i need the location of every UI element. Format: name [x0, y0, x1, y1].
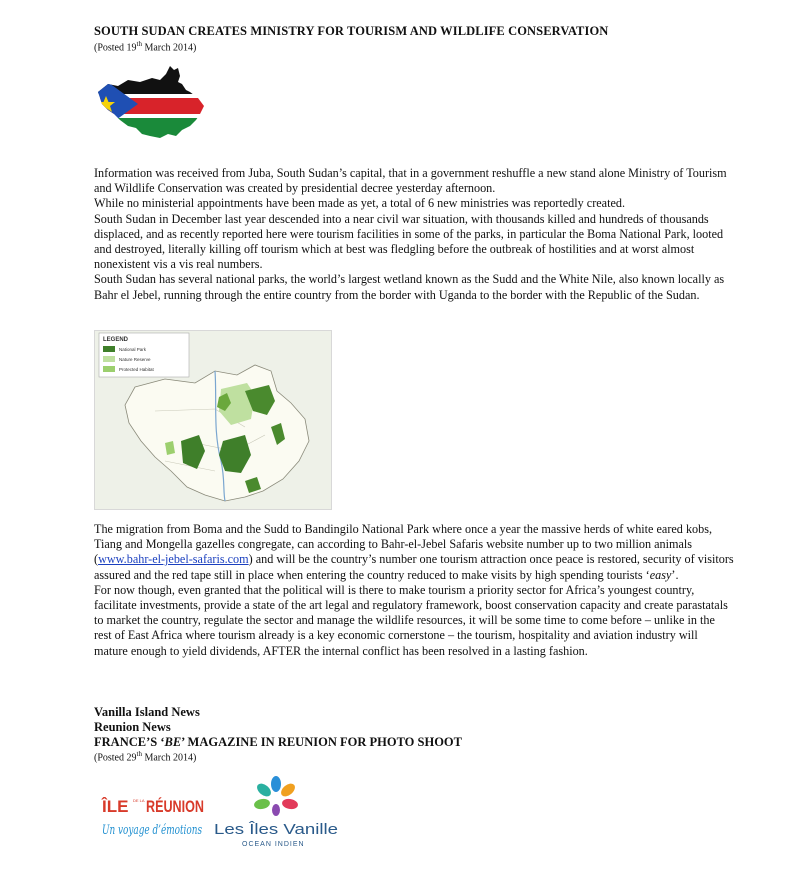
paragraph: Information was received from Juba, South Sudan’s capital, that in a government reshuffle a new stand alone Ministry of Tourism and Wildlife Conservation was created by presidential decree yesterday afternoon.	[94, 166, 727, 196]
map-legend-title: LEGEND	[103, 337, 129, 343]
safaris-website-link[interactable]: www.bahr-el-jebel-safaris.com	[98, 552, 249, 567]
article-body-1	[94, 166, 734, 303]
national-parks-map-image	[94, 330, 332, 510]
paragraph: For now though, even granted that the political will is there to make tourism a priority sector for Africa’s youngest country, facilitate investments, provide a state of the art legal and regulatory framework, boost conservation capacity and create parastatals to market the country, regulate the sector and manage the wildlife resources, it will be some time to come before – unlike in the rest of East Africa where tourism already is a key economic cornerstone – the tourism, hospitality and aviation industry will mature enough to yield dividends, AFTER the internal conflict has been resolved in a lasting fashion.	[94, 582, 728, 658]
logo-word-de-la: DE LA	[133, 798, 145, 803]
paragraph: The migration from Boma and the Sudd to Bandingilo National Park where once a year the massive herds of white eared kobs, Tiang and Mongella gazelles congregate, can according to Bahr-el-Jebel Safaris website number up to two million animals (www.bahr-el-jebel-safaris.com) and will be the country’s number one tourism attraction once peace is restored, security of visitors assured and the red tape still in place when entering the country reduced to make visits by high spending tourists ‘easy’.	[94, 522, 734, 582]
map-legend-item: Nature Reserve	[119, 357, 151, 362]
les-iles-vanille-logo	[210, 776, 342, 850]
article-title: SOUTH SUDAN CREATES MINISTRY FOR TOURISM AND WILDLIFE CONSERVATION	[94, 24, 609, 38]
subsection-heading: Reunion News	[94, 720, 171, 734]
south-sudan-flag-map-image	[94, 64, 206, 139]
map-legend-item: Protected Habitat	[119, 367, 154, 372]
logo-vanille-sub: OCEAN INDIEN	[242, 841, 305, 848]
article-title-2: FRANCE’S ‘BE’ MAGAZINE IN REUNION FOR PHOTO SHOOT	[94, 735, 462, 749]
map-legend-item: National Park	[119, 347, 147, 352]
paragraph: South Sudan has several national parks, the world’s largest wetland known as the Sudd and the White Nile, also known locally as Bahr el Jebel, running through the entire country from the border with Uganda to the border with the Republic of the Sudan.	[94, 272, 725, 302]
logo-vanille-name: Les Îles Vanille	[214, 821, 338, 838]
paragraph: While no ministerial appointments have been made as yet, a total of 6 new ministries was reportedly created.	[94, 196, 626, 211]
logo-tagline: Un voyage d’émotions	[102, 823, 203, 838]
article-body-2	[94, 522, 734, 659]
ile-de-la-reunion-logo	[100, 778, 208, 848]
section-heading: Vanilla Island News	[94, 705, 200, 719]
posted-date-2: (Posted 29th March 2014)	[94, 750, 197, 764]
posted-date: (Posted 19th March 2014)	[94, 40, 197, 54]
logo-word-reunion: RÉUNION	[146, 797, 204, 816]
logo-word-ile: ÎLE	[102, 797, 129, 816]
paragraph: South Sudan in December last year descended into a near civil war situation, with thousands killed and hundreds of thousands displaced, and as recently reported here were tourism facilities in some of the parks, in particular the Boma National Park, looted and destroyed, literally killing off tourism which at best was fledgling before the outbreak of hostilities and at worst almost nonexistent vis a vis real numbers.	[94, 211, 724, 272]
